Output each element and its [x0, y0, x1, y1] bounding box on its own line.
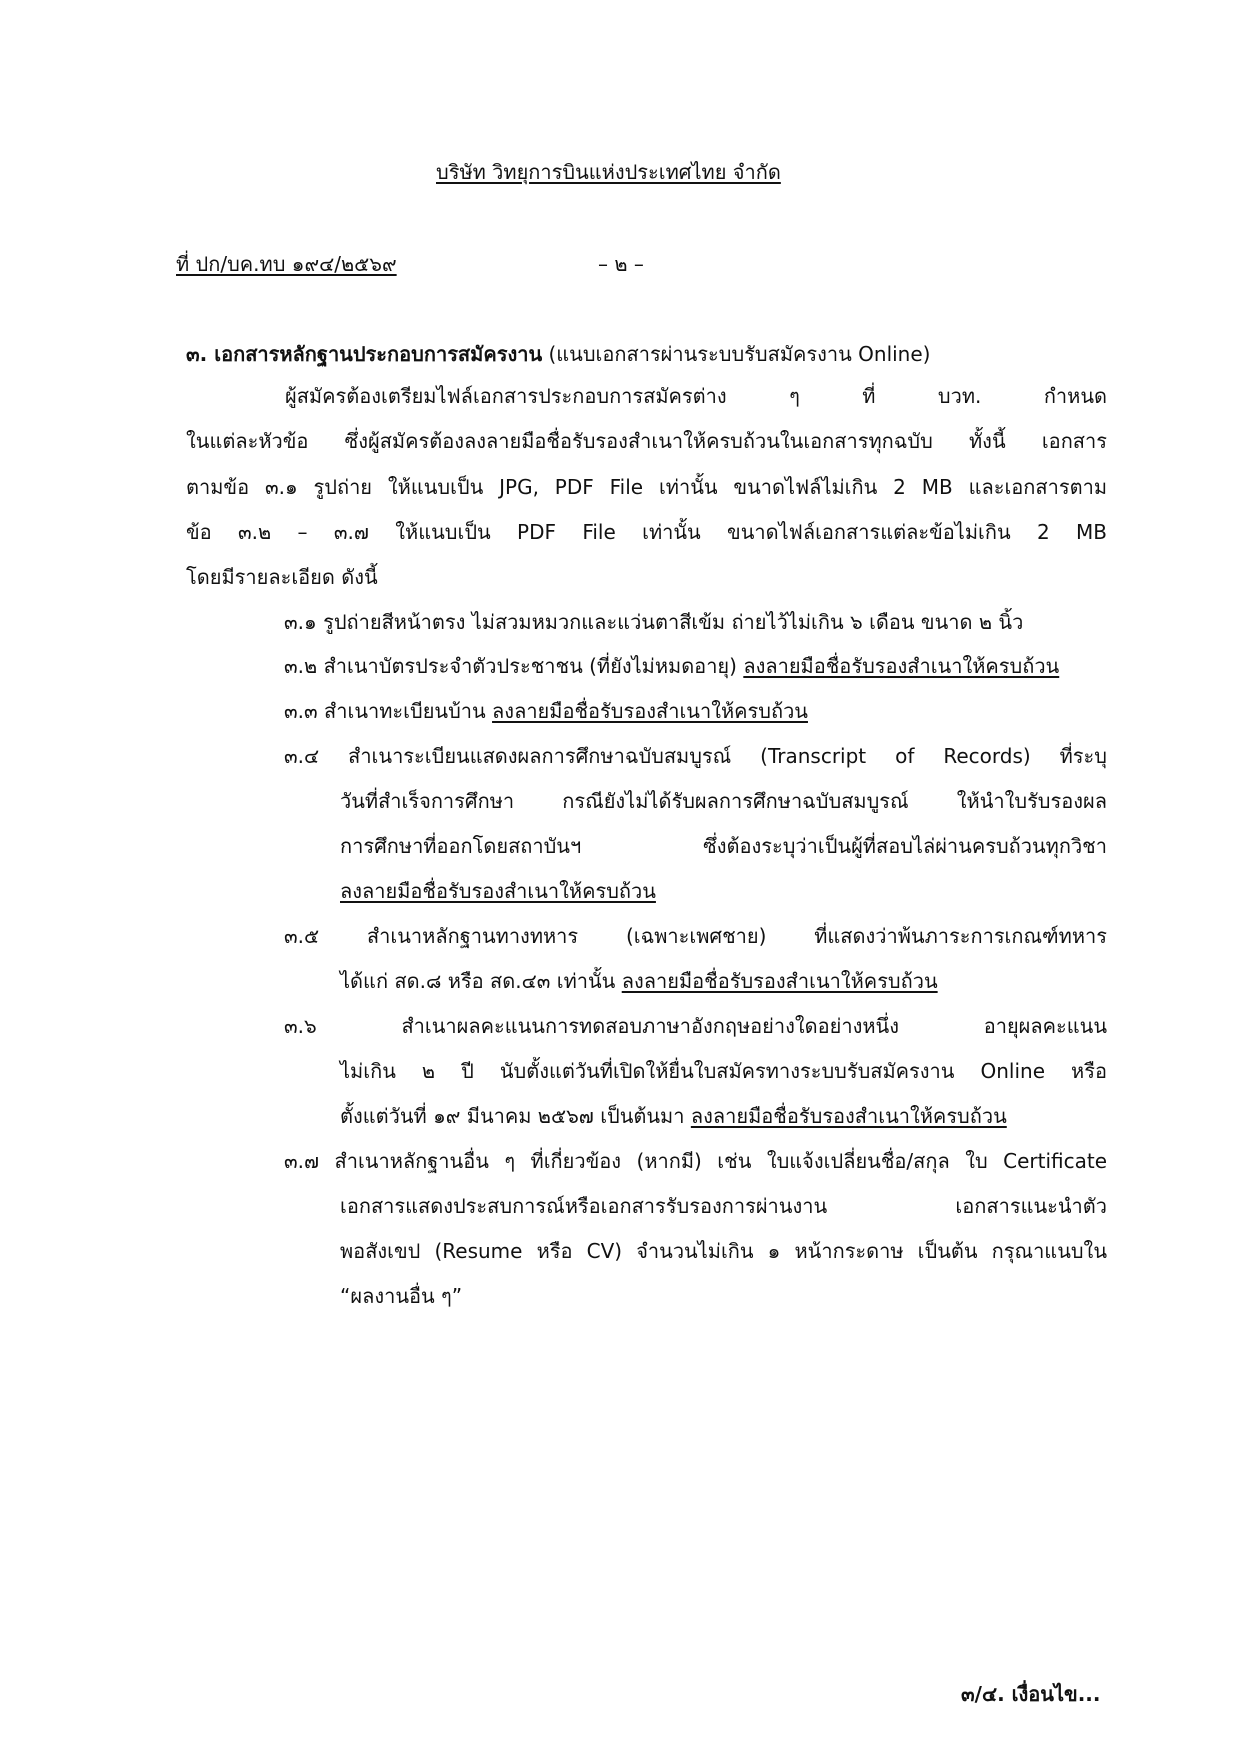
intro-line-1: ผู้สมัครต้องเตรียมไฟล์เอกสารประกอบการสมัครต่าง ๆ ที่ บวท. กำหนด	[285, 384, 1107, 408]
reference-number: ที่ ปก/บค.ทบ ๑๙๔/๒๕๖๙	[176, 252, 397, 276]
intro-line-5: โดยมีรายละเอียด ดังนี้	[186, 565, 378, 589]
list-item-continuation: เอกสารแสดงประสบการณ์หรือเอกสารรับรองการผ่านงาน เอกสารแนะนำตัว	[340, 1194, 1107, 1218]
section-heading	[186, 340, 930, 368]
list-item: ๓.๔ สำเนาระเบียนแสดงผลการศึกษาฉบับสมบูรณ์ (Transcript of Records) ที่ระบุ	[284, 744, 1107, 768]
list-item: ๓.๗ สำเนาหลักฐานอื่น ๆ ที่เกี่ยวข้อง (หากมี) เช่น ใบแจ้งเปลี่ยนชื่อ/สกุล ใบ Certificate	[284, 1149, 1107, 1173]
list-item: ๓.๖ สำเนาผลคะแนนการทดสอบภาษาอังกฤษอย่างใดอย่างหนึ่ง อายุผลคะแนน	[284, 1014, 1107, 1038]
continuation-marker: ๓/๔. เงื่อนไข...	[961, 1682, 1101, 1706]
list-item: ๓.๓ สำเนาทะเบียนบ้าน ลงลายมือชื่อรับรองสำเนาให้ครบถ้วน	[284, 699, 808, 723]
intro-line-4: ข้อ ๓.๒ – ๓.๗ ให้แนบเป็น PDF File เท่านั้น ขนาดไฟล์เอกสารแต่ละข้อไม่เกิน 2 MB	[186, 520, 1107, 544]
intro-line-3: ตามข้อ ๓.๑ รูปถ่าย ให้แนบเป็น JPG, PDF File เท่านั้น ขนาดไฟล์ไม่เกิน 2 MB และเอกสารตาม	[186, 475, 1107, 499]
list-item-continuation: วันที่สำเร็จการศึกษา กรณียังไม่ได้รับผลการศึกษาฉบับสมบูรณ์ ให้นำใบรับรองผล	[340, 789, 1107, 813]
intro-line-2: ในแต่ละหัวข้อ ซึ่งผู้สมัครต้องลงลายมือชื่อรับรองสำเนาให้ครบถ้วนในเอกสารทุกฉบับ ทั้งนี้ เอกสาร	[186, 429, 1107, 453]
list-item-continuation: ตั้งแต่วันที่ ๑๙ มีนาคม ๒๕๖๗ เป็นต้นมา ลงลายมือชื่อรับรองสำเนาให้ครบถ้วน	[340, 1104, 1007, 1128]
list-item-continuation: “ผลงานอื่น ๆ”	[340, 1284, 463, 1308]
list-item-continuation: พอสังเขป (Resume หรือ CV) จำนวนไม่เกิน ๑ หน้ากระดาษ เป็นต้น กรุณาแนบใน	[340, 1239, 1107, 1263]
company-name: บริษัท วิทยุการบินแห่งประเทศไทย จำกัด	[436, 160, 781, 184]
page-number: – ๒ –	[598, 252, 644, 276]
list-item-continuation: ได้แก่ สด.๘ หรือ สด.๔๓ เท่านั้น ลงลายมือชื่อรับรองสำเนาให้ครบถ้วน	[340, 969, 938, 993]
list-item-continuation: ลงลายมือชื่อรับรองสำเนาให้ครบถ้วน	[340, 879, 656, 903]
list-item: ๓.๑ รูปถ่ายสีหน้าตรง ไม่สวมหมวกและแว่นตาสีเข้ม ถ่ายไว้ไม่เกิน ๖ เดือน ขนาด ๒ นิ้ว	[284, 610, 1024, 634]
list-item-continuation: การศึกษาที่ออกโดยสถาบันฯ ซึ่งต้องระบุว่าเป็นผู้ที่สอบไล่ผ่านครบถ้วนทุกวิชา	[340, 834, 1107, 858]
list-item-continuation: ไม่เกิน ๒ ปี นับตั้งแต่วันที่เปิดให้ยื่นใบสมัครทางระบบรับสมัครงาน Online หรือ	[340, 1059, 1107, 1083]
list-item: ๓.๕ สำเนาหลักฐานทางทหาร (เฉพาะเพศชาย) ที่แสดงว่าพ้นภาระการเกณฑ์ทหาร	[284, 924, 1107, 948]
section-note: (แนบเอกสารผ่านระบบรับสมัครงาน Online)	[548, 342, 931, 366]
section-title: ๓. เอกสารหลักฐานประกอบการสมัครงาน	[186, 342, 543, 366]
list-item: ๓.๒ สำเนาบัตรประจำตัวประชาชน (ที่ยังไม่หมดอายุ) ลงลายมือชื่อรับรองสำเนาให้ครบถ้วน	[284, 654, 1060, 678]
